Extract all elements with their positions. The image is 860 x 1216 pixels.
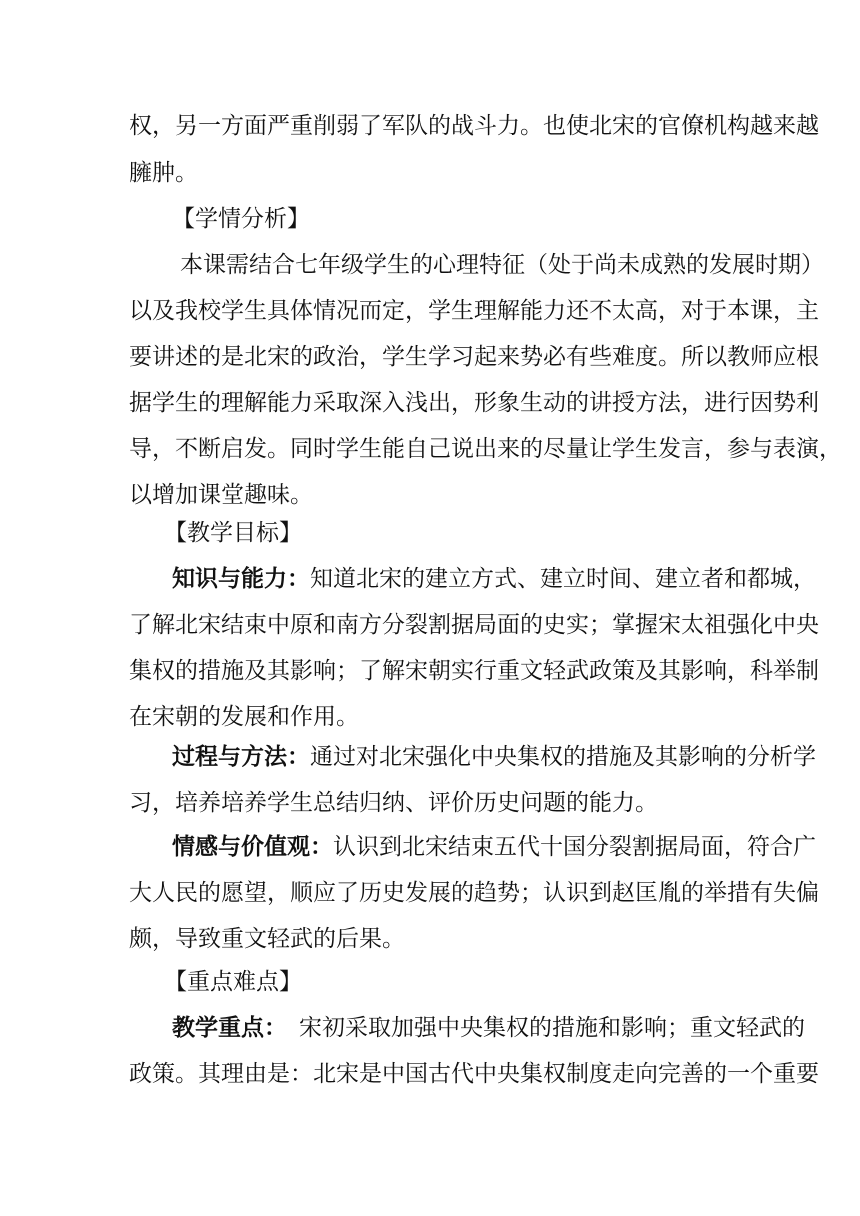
text-line: 在宋朝的发展和作用。 (129, 704, 359, 730)
text-line: 本课需结合七年级学生的心理特征（处于尚未成熟的发展时期） (180, 252, 824, 278)
section-heading: 【学情分析】 (172, 206, 310, 232)
text-line: 集权的措施及其影响；了解宋朝实行重文轻武政策及其影响，科举制 (129, 658, 819, 684)
bold-term: 情感与价值观： (172, 833, 333, 860)
bold-term: 教学重点： (172, 1014, 287, 1041)
text-run: 知道北宋的建立方式、建立时间、建立者和都城， (310, 566, 816, 592)
text-line: 颇，导致重文轻武的后果。 (129, 926, 405, 952)
bold-term: 过程与方法： (172, 743, 310, 770)
paragraph-line (172, 564, 816, 594)
text-run: 认识到北宋结束五代十国分裂割据局面，符合广 (333, 834, 816, 860)
text-line: 习，培养培养学生总结归纳、评价历史问题的能力。 (129, 790, 658, 816)
text-line: 以增加课堂趣味。 (129, 482, 313, 508)
text-line: 以及我校学生具体情况而定，学生理解能力还不太高，对于本课，主 (129, 298, 819, 324)
bold-term: 知识与能力： (172, 565, 310, 592)
text-line: 臃肿。 (129, 160, 198, 186)
text-line: 政策。其理由是：北宋是中国古代中央集权制度走向完善的一个重要 (129, 1061, 819, 1087)
section-heading: 【重点难点】 (164, 969, 302, 995)
text-line: 要讲述的是北宋的政治，学生学习起来势必有些难度。所以教师应根 (129, 344, 819, 370)
text-line: 导，不断启发。同时学生能自己说出来的尽量让学生发言，参与表演， (129, 436, 842, 462)
paragraph-line (172, 1013, 805, 1043)
text-run: 宋初采取加强中央集权的措施和影响；重文轻武的 (299, 1015, 805, 1041)
paragraph-line (172, 832, 816, 862)
text-run: 通过对北宋强化中央集权的措施及其影响的分析学 (310, 744, 816, 770)
paragraph-line (172, 742, 816, 772)
text-line: 了解北宋结束中原和南方分裂割据局面的史实；掌握宋太祖强化中央 (129, 612, 819, 638)
section-heading: 【教学目标】 (164, 520, 302, 546)
text-line: 据学生的理解能力采取深入浅出，形象生动的讲授方法，进行因势利 (129, 390, 819, 416)
text-line: 大人民的愿望，顺应了历史发展的趋势；认识到赵匡胤的举措有失偏 (129, 880, 819, 906)
text-line: 权，另一方面严重削弱了军队的战斗力。也使北宋的官僚机构越来越 (129, 113, 819, 139)
